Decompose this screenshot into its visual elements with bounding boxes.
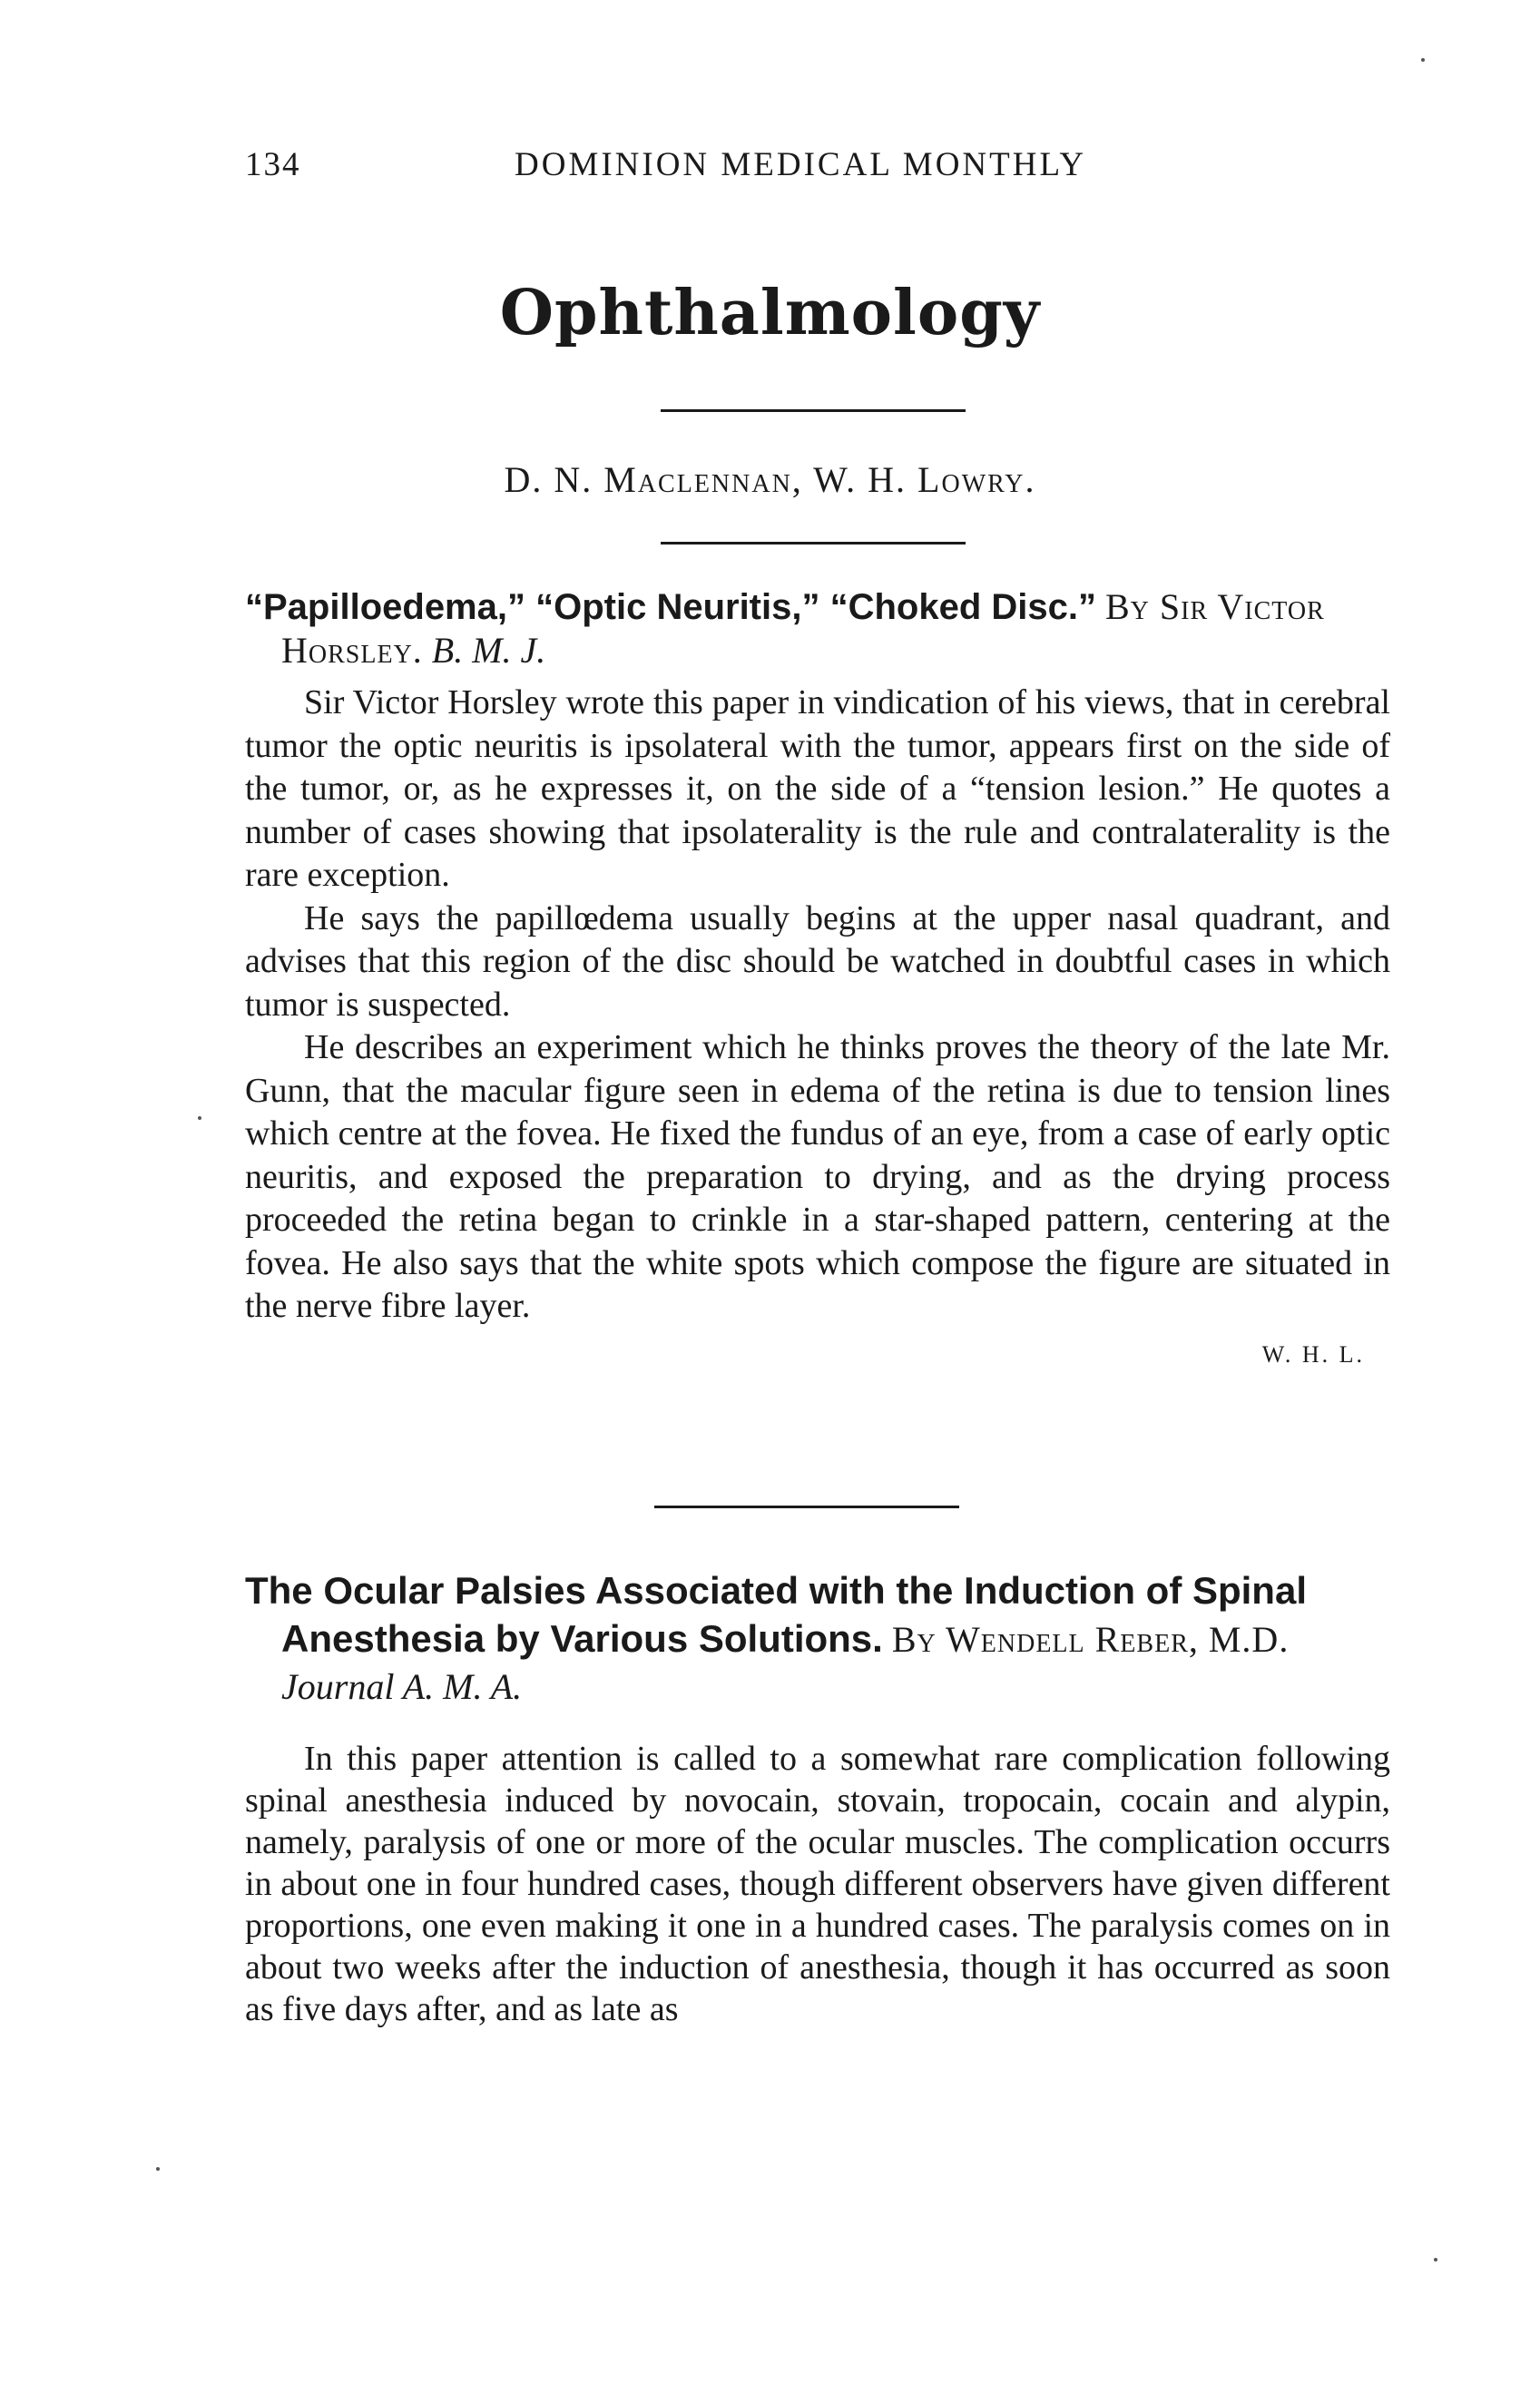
article-papilloedema: [245, 585, 1390, 1369]
divider-rule: [661, 542, 966, 545]
divider-rule: [654, 1506, 959, 1508]
article-title: The Ocular Palsies Associated with the Induction of Spinal Anesthesia by Various Solutions.: [245, 1569, 1307, 1660]
scan-speck: [1434, 2258, 1437, 2262]
article-byline: By Sir Victor Horsley.: [281, 586, 1325, 671]
article-ocular-palsies: [245, 1567, 1390, 2030]
article-source: Journal A. M. A.: [281, 1666, 523, 1707]
article-paragraph: Sir Victor Horsley wrote this paper in vindication of his views, that in cerebral tumor the optic neuritis is ipsolateral with the tumor, appears first on the side of the tumor, or, as he expresses it, on the side of a “tension lesion.” He quotes a number of cases showing that ipsolaterality is the rule and contralaterality is the rare exception.: [245, 683, 1390, 894]
article-heading: [245, 1567, 1390, 1711]
article-source: B. M. J.: [431, 630, 546, 671]
section-title: Ophthalmology: [499, 277, 1041, 349]
page-number: 134: [245, 146, 301, 183]
article-paragraph: In this paper attention is called to a somewhat rare complication following spinal anesthesia induced by novocain, stovain, tropocain, cocain and alypin, namely, paralysis of one or more of the ocular muscles. The complication occurrs in about one in four hundred cases, though different observers have given different proportions, one even making it one in a hundred cases. The paralysis comes on in about two weeks after the induction of anesthesia, though it has occurred as soon as five days after, and as late as: [245, 1740, 1390, 2028]
divider-rule: [661, 409, 966, 412]
scan-speck: [156, 2167, 160, 2171]
journal-title: DOMINION MEDICAL MONTHLY: [515, 146, 1087, 183]
article-paragraph: He says the papillœdema usually begins at the upper nasal quadrant, and advises that this region of the disc should be watched in doubtful cases in which tumor is suspected.: [245, 898, 1390, 1024]
article-byline: By Wendell Reber, M.D.: [891, 1619, 1290, 1660]
article-paragraph: He describes an experiment which he thinks proves the theory of the late Mr. Gunn, that the macular figure seen in edema of the retina is due to tension lines which centre at the fovea. He fixed the fundus of an eye, from a case of early optic neuritis, and exposed the preparation to drying, and as the drying process proceeded the retina began to crinkle in a star-shaped pattern, centering at the fovea. He also says that the white spots which compose the figure are situated in the nerve fibre layer.: [245, 1028, 1390, 1325]
article-heading: [245, 585, 1390, 672]
scan-speck: [198, 1116, 201, 1120]
section-editors: D. N. Maclennan, W. H. Lowry.: [504, 459, 1036, 500]
scan-speck: [1421, 58, 1425, 62]
article-title: “Papilloedema,” “Optic Neuritis,” “Choked Disc.”: [245, 587, 1096, 627]
article-signature: W. H. L.: [1261, 1340, 1365, 1368]
running-head: [245, 145, 1390, 191]
